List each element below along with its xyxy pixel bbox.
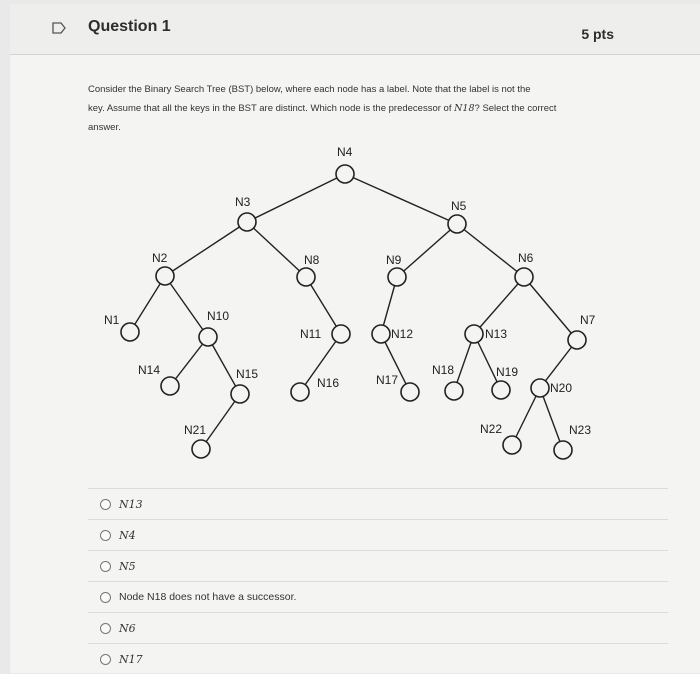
- question-card: [10, 4, 700, 673]
- radio-button[interactable]: [100, 499, 111, 510]
- node-n8: [297, 268, 315, 286]
- node-n12: [372, 325, 390, 343]
- node-n3: [238, 213, 256, 231]
- label-n12: N12: [391, 327, 414, 341]
- prompt-line-3: answer.: [88, 122, 121, 133]
- node-n23: [554, 441, 572, 459]
- question-points: 5 pts: [581, 26, 614, 42]
- node-n22: [503, 436, 521, 454]
- node-n15: [231, 385, 249, 403]
- label-n19: N19: [496, 365, 519, 379]
- prompt-line-1: Consider the Binary Search Tree (BST) below, where each node has a label. Note that the label is not the: [88, 84, 531, 95]
- node-n13: [465, 325, 483, 343]
- node-n2: [156, 267, 174, 285]
- answer-label: Node N18 does not have a successor.: [119, 591, 297, 603]
- flag-icon[interactable]: [52, 22, 66, 34]
- node-n18: [445, 382, 463, 400]
- label-n20: N20: [550, 381, 573, 395]
- label-n13: N13: [485, 327, 508, 341]
- prompt-variable: N18: [454, 103, 475, 114]
- answer-label: N6: [119, 621, 136, 635]
- node-n14: [161, 377, 179, 395]
- answer-label: N4: [119, 528, 136, 542]
- radio-button[interactable]: [100, 654, 111, 665]
- question-header: [10, 4, 700, 55]
- answer-option[interactable]: [88, 643, 668, 674]
- label-n23: N23: [569, 423, 592, 437]
- question-title: Question 1: [88, 18, 171, 35]
- label-n18: N18: [432, 363, 455, 377]
- answer-list: [88, 488, 668, 674]
- label-n21: N21: [184, 423, 207, 437]
- answer-label: N5: [119, 559, 136, 573]
- radio-button[interactable]: [100, 561, 111, 572]
- answer-option[interactable]: [88, 550, 668, 581]
- label-n10: N10: [207, 309, 230, 323]
- bst-diagram: [10, 134, 700, 474]
- node-n7: [568, 331, 586, 349]
- label-n1: N1: [104, 313, 120, 327]
- node-n19: [492, 381, 510, 399]
- answer-label: N13: [119, 497, 143, 511]
- node-n9: [388, 268, 406, 286]
- label-n3: N3: [235, 195, 251, 209]
- answer-option[interactable]: [88, 612, 668, 643]
- label-n6: N6: [518, 251, 534, 265]
- node-n20: [531, 379, 549, 397]
- node-n6: [515, 268, 533, 286]
- node-n5: [448, 215, 466, 233]
- node-n16: [291, 383, 309, 401]
- radio-button[interactable]: [100, 592, 111, 603]
- label-n8: N8: [304, 253, 320, 267]
- prompt-line-2: key. Assume that all the keys in the BST are distinct. Which node is the predecessor of N18? Select the correct: [88, 103, 557, 114]
- node-n1: [121, 323, 139, 341]
- node-n21: [192, 440, 210, 458]
- label-n15: N15: [236, 367, 259, 381]
- node-n4: [336, 165, 354, 183]
- label-n2: N2: [152, 251, 168, 265]
- label-n9: N9: [386, 253, 402, 267]
- label-n4: N4: [337, 145, 353, 159]
- node-n10: [199, 328, 217, 346]
- label-n17: N17: [376, 373, 399, 387]
- node-n17: [401, 383, 419, 401]
- label-n7: N7: [580, 313, 596, 327]
- label-n5: N5: [451, 199, 467, 213]
- answer-option[interactable]: [88, 581, 668, 612]
- label-n14: N14: [138, 363, 161, 377]
- answer-label: N17: [119, 652, 143, 666]
- label-n11: N11: [300, 327, 322, 341]
- question-prompt: [88, 80, 608, 137]
- radio-button[interactable]: [100, 530, 111, 541]
- label-n16: N16: [317, 376, 340, 390]
- radio-button[interactable]: [100, 623, 111, 634]
- label-n22: N22: [480, 422, 503, 436]
- answer-option[interactable]: [88, 519, 668, 550]
- node-n11: [332, 325, 350, 343]
- answer-option[interactable]: [88, 488, 668, 519]
